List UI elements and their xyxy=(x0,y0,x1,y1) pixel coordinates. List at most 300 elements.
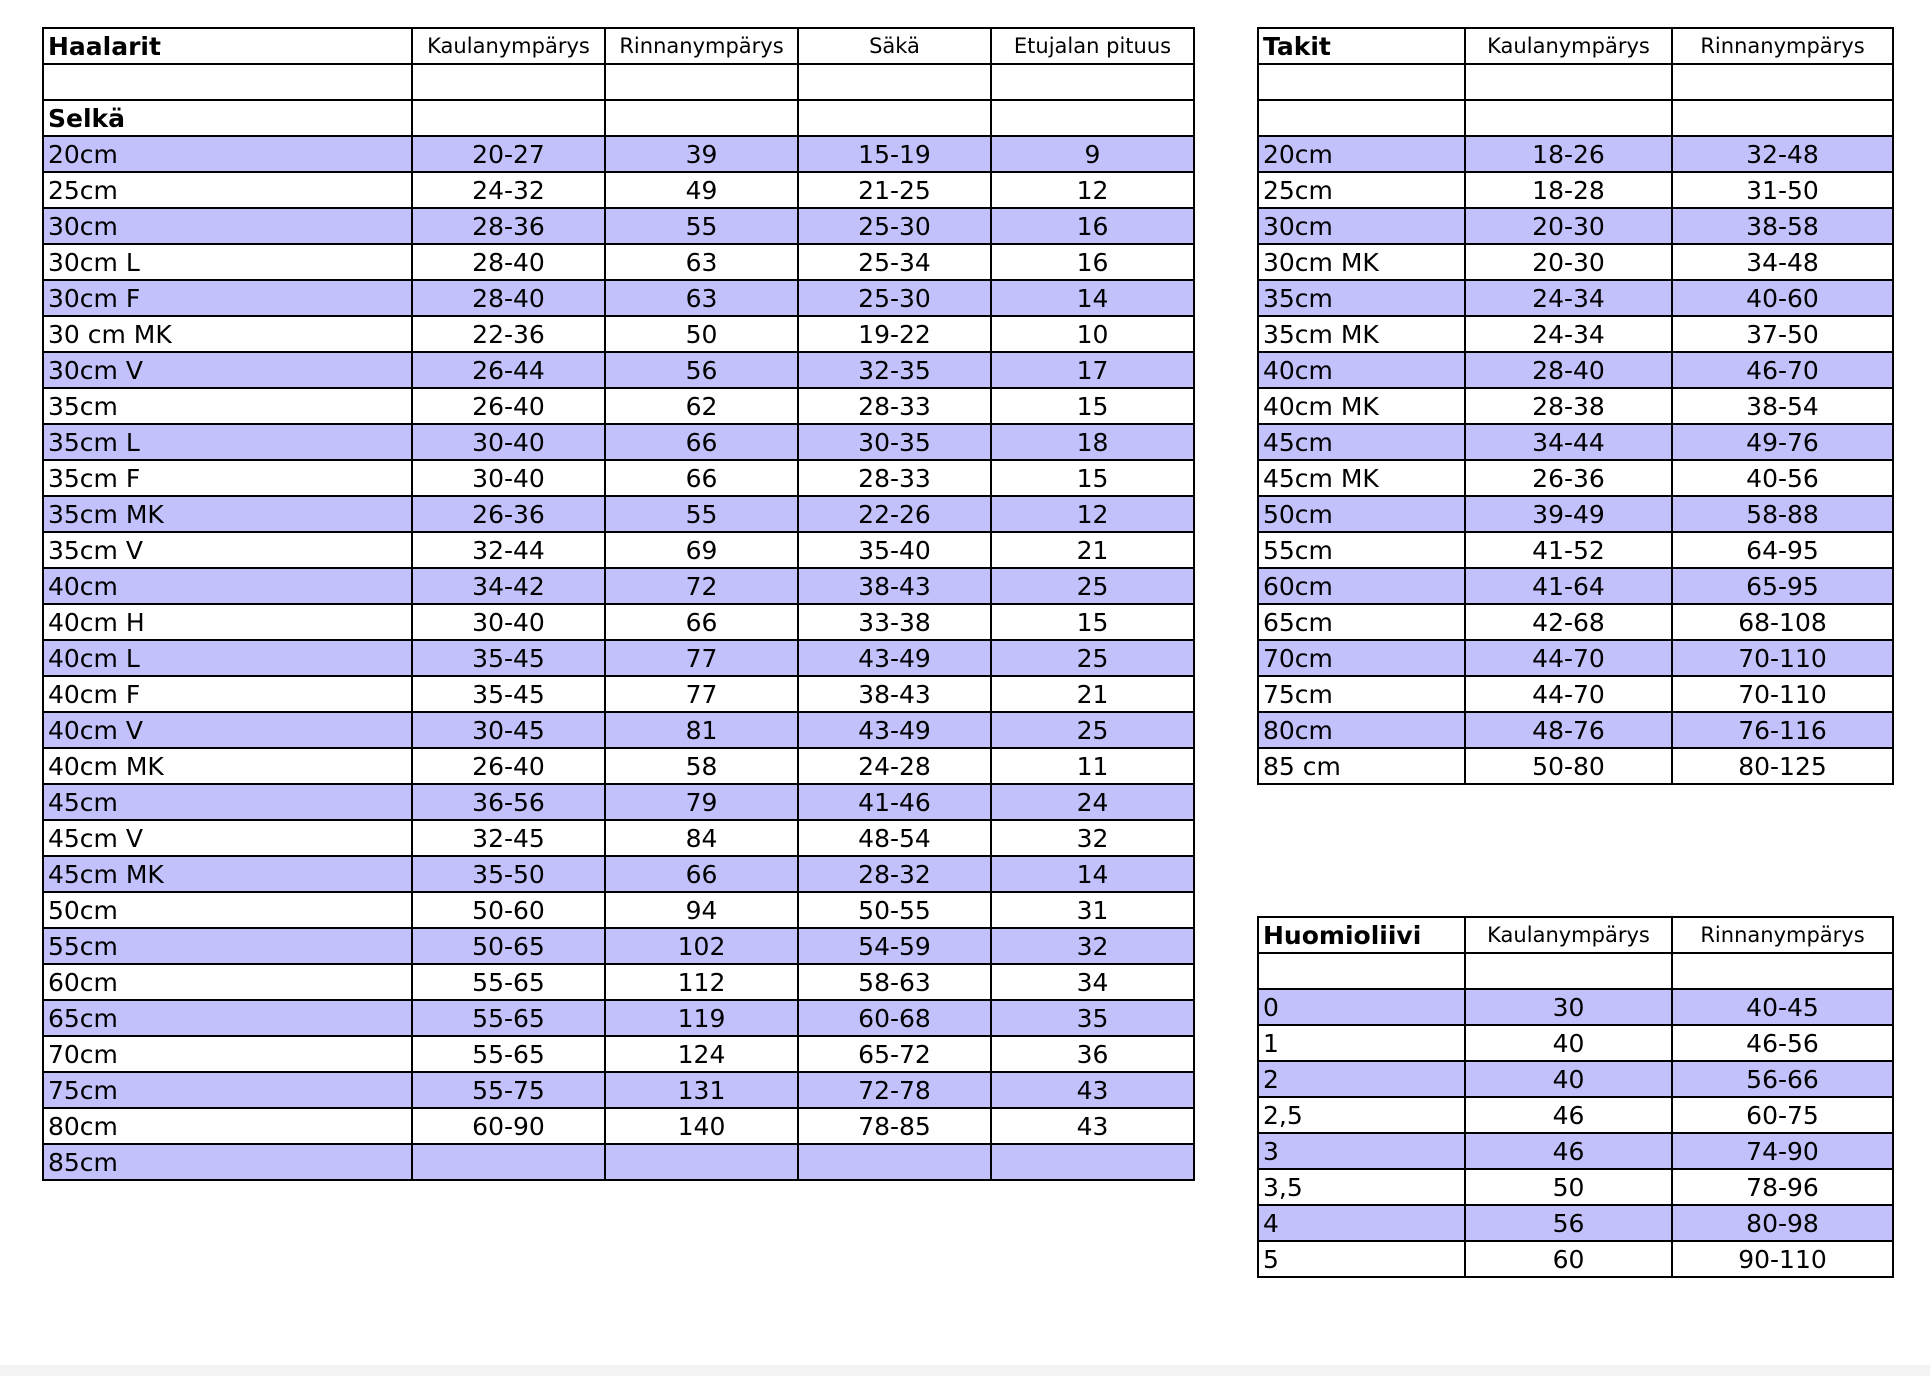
measurement-cell: 36-56 xyxy=(412,784,605,820)
size-label-cell: 60cm xyxy=(43,964,412,1000)
measurement-cell: 25 xyxy=(991,568,1194,604)
haalarit-size-table xyxy=(42,27,1195,1181)
measurement-cell: 28-38 xyxy=(1465,388,1672,424)
size-label-cell: 20cm xyxy=(43,136,412,172)
measurement-cell: 38-58 xyxy=(1672,208,1893,244)
measurement-cell: 36 xyxy=(991,1036,1194,1072)
measurement-cell: 39-49 xyxy=(1465,496,1672,532)
measurement-cell: 84 xyxy=(605,820,798,856)
measurement-cell: 81 xyxy=(605,712,798,748)
measurement-cell: 28-36 xyxy=(412,208,605,244)
measurement-cell: 66 xyxy=(605,604,798,640)
haalarit-table-row xyxy=(43,244,1194,280)
size-label-cell: 0 xyxy=(1258,989,1465,1025)
measurement-cell: 32-48 xyxy=(1672,136,1893,172)
size-label-cell: 30cm xyxy=(1258,208,1465,244)
measurement-cell xyxy=(798,1144,991,1180)
measurement-cell: 25-30 xyxy=(798,280,991,316)
empty-cell xyxy=(991,64,1194,100)
measurement-cell: 28-40 xyxy=(412,280,605,316)
haalarit-header-row xyxy=(43,28,1194,64)
measurement-cell: 34-48 xyxy=(1672,244,1893,280)
haalarit-table-row xyxy=(43,892,1194,928)
haalarit-table-row xyxy=(43,964,1194,1000)
measurement-cell: 14 xyxy=(991,856,1194,892)
size-label-cell: 4 xyxy=(1258,1205,1465,1241)
takit-table-row xyxy=(1258,496,1893,532)
haalarit-table-row xyxy=(43,208,1194,244)
measurement-cell: 30-35 xyxy=(798,424,991,460)
size-label-cell: 40cm V xyxy=(43,712,412,748)
haalarit-header-etujalan-pituus: Etujalan pituus xyxy=(991,28,1194,64)
measurement-cell: 33-38 xyxy=(798,604,991,640)
size-label-cell: 30 cm MK xyxy=(43,316,412,352)
measurement-cell: 50 xyxy=(1465,1169,1672,1205)
measurement-cell: 31-50 xyxy=(1672,172,1893,208)
empty-cell xyxy=(412,64,605,100)
size-label-cell: 45cm V xyxy=(43,820,412,856)
measurement-cell: 30 xyxy=(1465,989,1672,1025)
measurement-cell: 112 xyxy=(605,964,798,1000)
measurement-cell: 70-110 xyxy=(1672,676,1893,712)
size-label-cell: 35cm xyxy=(43,388,412,424)
size-label-cell: 85 cm xyxy=(1258,748,1465,784)
size-label-cell: 40cm F xyxy=(43,676,412,712)
takit-table-row xyxy=(1258,172,1893,208)
huomioliivi-size-table xyxy=(1257,916,1894,1278)
measurement-cell: 15 xyxy=(991,388,1194,424)
measurement-cell: 55-65 xyxy=(412,964,605,1000)
measurement-cell: 48-54 xyxy=(798,820,991,856)
measurement-cell: 35-40 xyxy=(798,532,991,568)
takit-table-row xyxy=(1258,712,1893,748)
size-label-cell: 65cm xyxy=(43,1000,412,1036)
empty-cell xyxy=(605,64,798,100)
measurement-cell: 28-40 xyxy=(412,244,605,280)
measurement-cell: 41-64 xyxy=(1465,568,1672,604)
size-label-cell: 75cm xyxy=(1258,676,1465,712)
measurement-cell: 38-43 xyxy=(798,568,991,604)
haalarit-table-row xyxy=(43,640,1194,676)
measurement-cell: 20-30 xyxy=(1465,244,1672,280)
size-label-cell: 35cm MK xyxy=(43,496,412,532)
size-label-cell: 45cm MK xyxy=(1258,460,1465,496)
measurement-cell: 50 xyxy=(605,316,798,352)
measurement-cell xyxy=(991,1144,1194,1180)
haalarit-header-saka: Säkä xyxy=(798,28,991,64)
huomioliivi-header-rinnanymparys: Rinnanympärys xyxy=(1672,917,1893,953)
measurement-cell: 21 xyxy=(991,676,1194,712)
haalarit-table-row xyxy=(43,676,1194,712)
measurement-cell: 64-95 xyxy=(1672,532,1893,568)
haalarit-table-row xyxy=(43,784,1194,820)
size-label-cell: 30cm MK xyxy=(1258,244,1465,280)
measurement-cell: 32 xyxy=(991,820,1194,856)
empty-cell xyxy=(43,64,412,100)
measurement-cell: 24-34 xyxy=(1465,316,1672,352)
size-label-cell: 3,5 xyxy=(1258,1169,1465,1205)
measurement-cell: 11 xyxy=(991,748,1194,784)
haalarit-empty-row xyxy=(43,64,1194,100)
haalarit-table-row xyxy=(43,604,1194,640)
measurement-cell: 43-49 xyxy=(798,712,991,748)
haalarit-table-row xyxy=(43,748,1194,784)
haalarit-table-row xyxy=(43,460,1194,496)
measurement-cell: 28-40 xyxy=(1465,352,1672,388)
measurement-cell: 55-65 xyxy=(412,1036,605,1072)
measurement-cell: 28-33 xyxy=(798,460,991,496)
size-label-cell: 80cm xyxy=(43,1108,412,1144)
measurement-cell: 26-40 xyxy=(412,388,605,424)
measurement-cell: 30-40 xyxy=(412,460,605,496)
measurement-cell: 24-32 xyxy=(412,172,605,208)
huomioliivi-title: Huomioliivi xyxy=(1258,917,1465,953)
measurement-cell: 55-75 xyxy=(412,1072,605,1108)
haalarit-table-row xyxy=(43,352,1194,388)
measurement-cell: 65-95 xyxy=(1672,568,1893,604)
measurement-cell: 77 xyxy=(605,676,798,712)
measurement-cell: 17 xyxy=(991,352,1194,388)
size-label-cell: 50cm xyxy=(43,892,412,928)
measurement-cell: 58 xyxy=(605,748,798,784)
size-label-cell: 1 xyxy=(1258,1025,1465,1061)
measurement-cell: 46-70 xyxy=(1672,352,1893,388)
empty-cell xyxy=(798,100,991,136)
takit-table-row xyxy=(1258,316,1893,352)
measurement-cell: 78-96 xyxy=(1672,1169,1893,1205)
measurement-cell: 44-70 xyxy=(1465,640,1672,676)
takit-header-rinnanymparys: Rinnanympärys xyxy=(1672,28,1893,64)
measurement-cell: 31 xyxy=(991,892,1194,928)
size-label-cell: 3 xyxy=(1258,1133,1465,1169)
measurement-cell: 16 xyxy=(991,244,1194,280)
haalarit-title: Haalarit xyxy=(43,28,412,64)
measurement-cell: 43 xyxy=(991,1108,1194,1144)
size-label-cell: 35cm V xyxy=(43,532,412,568)
measurement-cell: 50-80 xyxy=(1465,748,1672,784)
measurement-cell: 38-54 xyxy=(1672,388,1893,424)
size-label-cell: 40cm xyxy=(1258,352,1465,388)
haalarit-table-row xyxy=(43,1000,1194,1036)
size-label-cell: 55cm xyxy=(1258,532,1465,568)
size-label-cell: 40cm MK xyxy=(43,748,412,784)
size-label-cell: 35cm L xyxy=(43,424,412,460)
measurement-cell: 55 xyxy=(605,208,798,244)
measurement-cell: 55 xyxy=(605,496,798,532)
measurement-cell: 119 xyxy=(605,1000,798,1036)
haalarit-table-row xyxy=(43,496,1194,532)
empty-cell xyxy=(605,100,798,136)
measurement-cell: 74-90 xyxy=(1672,1133,1893,1169)
measurement-cell: 72 xyxy=(605,568,798,604)
measurement-cell: 80-98 xyxy=(1672,1205,1893,1241)
measurement-cell: 32-45 xyxy=(412,820,605,856)
measurement-cell: 10 xyxy=(991,316,1194,352)
size-label-cell: 2,5 xyxy=(1258,1097,1465,1133)
measurement-cell: 37-50 xyxy=(1672,316,1893,352)
huomioliivi-header-kaulanymparys: Kaulanympärys xyxy=(1465,917,1672,953)
haalarit-table-row xyxy=(43,388,1194,424)
measurement-cell: 42-68 xyxy=(1465,604,1672,640)
takit-table-row xyxy=(1258,568,1893,604)
measurement-cell: 9 xyxy=(991,136,1194,172)
size-label-cell: 70cm xyxy=(43,1036,412,1072)
measurement-cell: 43-49 xyxy=(798,640,991,676)
measurement-cell: 30-40 xyxy=(412,604,605,640)
measurement-cell: 46 xyxy=(1465,1133,1672,1169)
measurement-cell: 56-66 xyxy=(1672,1061,1893,1097)
size-label-cell: 80cm xyxy=(1258,712,1465,748)
takit-table-row xyxy=(1258,640,1893,676)
takit-table-row xyxy=(1258,244,1893,280)
takit-table-row xyxy=(1258,388,1893,424)
measurement-cell: 30-45 xyxy=(412,712,605,748)
size-label-cell: 30cm V xyxy=(43,352,412,388)
takit-table-row xyxy=(1258,532,1893,568)
measurement-cell: 40 xyxy=(1465,1061,1672,1097)
measurement-cell: 44-70 xyxy=(1465,676,1672,712)
measurement-cell: 32 xyxy=(991,928,1194,964)
empty-cell xyxy=(798,64,991,100)
measurement-cell: 12 xyxy=(991,496,1194,532)
measurement-cell: 131 xyxy=(605,1072,798,1108)
measurement-cell: 25-30 xyxy=(798,208,991,244)
measurement-cell: 16 xyxy=(991,208,1194,244)
haalarit-table-row xyxy=(43,316,1194,352)
measurement-cell xyxy=(412,1144,605,1180)
measurement-cell: 49-76 xyxy=(1672,424,1893,460)
size-label-cell: 30cm xyxy=(43,208,412,244)
measurement-cell: 56 xyxy=(1465,1205,1672,1241)
takit-header-row xyxy=(1258,28,1893,64)
takit-table-row xyxy=(1258,748,1893,784)
measurement-cell: 24-28 xyxy=(798,748,991,784)
huomioliivi-table-row xyxy=(1258,1241,1893,1277)
size-label-cell: 25cm xyxy=(1258,172,1465,208)
measurement-cell: 66 xyxy=(605,424,798,460)
measurement-cell xyxy=(605,1144,798,1180)
measurement-cell: 43 xyxy=(991,1072,1194,1108)
measurement-cell: 24 xyxy=(991,784,1194,820)
empty-cell xyxy=(1672,953,1893,989)
size-label-cell: 55cm xyxy=(43,928,412,964)
measurement-cell: 66 xyxy=(605,856,798,892)
measurement-cell: 21-25 xyxy=(798,172,991,208)
huomioliivi-header-row xyxy=(1258,917,1893,953)
measurement-cell: 15 xyxy=(991,604,1194,640)
measurement-cell: 20-27 xyxy=(412,136,605,172)
haalarit-table-row xyxy=(43,136,1194,172)
haalarit-table-row xyxy=(43,1036,1194,1072)
size-label-cell: 2 xyxy=(1258,1061,1465,1097)
size-label-cell: 65cm xyxy=(1258,604,1465,640)
haalarit-table-row xyxy=(43,1144,1194,1180)
measurement-cell: 14 xyxy=(991,280,1194,316)
haalarit-table-row xyxy=(43,532,1194,568)
measurement-cell: 70-110 xyxy=(1672,640,1893,676)
size-label-cell: 25cm xyxy=(43,172,412,208)
huomioliivi-table-row xyxy=(1258,1205,1893,1241)
empty-cell xyxy=(1672,100,1893,136)
haalarit-table-row xyxy=(43,928,1194,964)
haalarit-table-body xyxy=(43,28,1194,1180)
measurement-cell: 140 xyxy=(605,1108,798,1144)
measurement-cell: 63 xyxy=(605,280,798,316)
takit-table-row xyxy=(1258,676,1893,712)
measurement-cell: 28-32 xyxy=(798,856,991,892)
measurement-cell: 32-35 xyxy=(798,352,991,388)
huomioliivi-table-row xyxy=(1258,1061,1893,1097)
huomioliivi-table-row xyxy=(1258,989,1893,1025)
size-label-cell: 35cm F xyxy=(43,460,412,496)
measurement-cell: 34-44 xyxy=(1465,424,1672,460)
measurement-cell: 35-45 xyxy=(412,676,605,712)
empty-cell xyxy=(1465,64,1672,100)
size-label-cell: 45cm xyxy=(43,784,412,820)
measurement-cell: 22-36 xyxy=(412,316,605,352)
measurement-cell: 24-34 xyxy=(1465,280,1672,316)
measurement-cell: 124 xyxy=(605,1036,798,1072)
measurement-cell: 26-40 xyxy=(412,748,605,784)
huomioliivi-table-row xyxy=(1258,1097,1893,1133)
size-label-cell: 30cm F xyxy=(43,280,412,316)
takit-title: Takit xyxy=(1258,28,1465,64)
measurement-cell: 12 xyxy=(991,172,1194,208)
measurement-cell: 28-33 xyxy=(798,388,991,424)
measurement-cell: 54-59 xyxy=(798,928,991,964)
measurement-cell: 60 xyxy=(1465,1241,1672,1277)
measurement-cell: 60-90 xyxy=(412,1108,605,1144)
haalarit-header-kaulanymparys: Kaulanympärys xyxy=(412,28,605,64)
measurement-cell: 69 xyxy=(605,532,798,568)
haalarit-table-row xyxy=(43,280,1194,316)
size-label-cell: 45cm MK xyxy=(43,856,412,892)
takit-header-kaulanymparys: Kaulanympärys xyxy=(1465,28,1672,64)
takit-table-row xyxy=(1258,280,1893,316)
huomioliivi-table-row xyxy=(1258,1169,1893,1205)
takit-table-row xyxy=(1258,424,1893,460)
measurement-cell: 50-65 xyxy=(412,928,605,964)
measurement-cell: 40-60 xyxy=(1672,280,1893,316)
measurement-cell: 56 xyxy=(605,352,798,388)
measurement-cell: 25 xyxy=(991,640,1194,676)
measurement-cell: 26-36 xyxy=(412,496,605,532)
empty-cell xyxy=(412,100,605,136)
measurement-cell: 15 xyxy=(991,460,1194,496)
measurement-cell: 21 xyxy=(991,532,1194,568)
measurement-cell: 65-72 xyxy=(798,1036,991,1072)
size-label-cell: 40cm xyxy=(43,568,412,604)
takit-table-row xyxy=(1258,208,1893,244)
measurement-cell: 25 xyxy=(991,712,1194,748)
measurement-cell: 66 xyxy=(605,460,798,496)
measurement-cell: 40-45 xyxy=(1672,989,1893,1025)
measurement-cell: 39 xyxy=(605,136,798,172)
empty-cell xyxy=(991,100,1194,136)
size-label-cell: 20cm xyxy=(1258,136,1465,172)
measurement-cell: 41-52 xyxy=(1465,532,1672,568)
measurement-cell: 35-45 xyxy=(412,640,605,676)
takit-table-row xyxy=(1258,604,1893,640)
size-label-cell: 35cm xyxy=(1258,280,1465,316)
size-label-cell: 60cm xyxy=(1258,568,1465,604)
measurement-cell: 35-50 xyxy=(412,856,605,892)
size-label-cell: 40cm MK xyxy=(1258,388,1465,424)
measurement-cell: 32-44 xyxy=(412,532,605,568)
size-label-cell: 75cm xyxy=(43,1072,412,1108)
size-label-cell: 50cm xyxy=(1258,496,1465,532)
measurement-cell: 60-68 xyxy=(798,1000,991,1036)
haalarit-table-row xyxy=(43,1072,1194,1108)
measurement-cell: 76-116 xyxy=(1672,712,1893,748)
measurement-cell: 35 xyxy=(991,1000,1194,1036)
measurement-cell: 18 xyxy=(991,424,1194,460)
measurement-cell: 79 xyxy=(605,784,798,820)
size-label-cell: 40cm L xyxy=(43,640,412,676)
measurement-cell: 19-22 xyxy=(798,316,991,352)
measurement-cell: 38-43 xyxy=(798,676,991,712)
haalarit-table-row xyxy=(43,172,1194,208)
haalarit-section-row xyxy=(43,100,1194,136)
haalarit-table-row xyxy=(43,1108,1194,1144)
empty-cell xyxy=(1465,100,1672,136)
measurement-cell: 34 xyxy=(991,964,1194,1000)
measurement-cell: 30-40 xyxy=(412,424,605,460)
haalarit-section-label: Selkä xyxy=(43,100,412,136)
takit-table-row xyxy=(1258,352,1893,388)
empty-cell xyxy=(1258,953,1465,989)
haalarit-table-row xyxy=(43,568,1194,604)
size-label-cell: 85cm xyxy=(43,1144,412,1180)
takit-table-body xyxy=(1258,28,1893,784)
measurement-cell: 25-34 xyxy=(798,244,991,280)
size-label-cell: 30cm L xyxy=(43,244,412,280)
empty-cell xyxy=(1258,64,1465,100)
measurement-cell: 15-19 xyxy=(798,136,991,172)
measurement-cell: 50-55 xyxy=(798,892,991,928)
measurement-cell: 22-26 xyxy=(798,496,991,532)
measurement-cell: 48-76 xyxy=(1465,712,1672,748)
huomioliivi-table-body xyxy=(1258,917,1893,1277)
measurement-cell: 62 xyxy=(605,388,798,424)
huomioliivi-table-row xyxy=(1258,1133,1893,1169)
haalarit-header-rinnanymparys: Rinnanympärys xyxy=(605,28,798,64)
measurement-cell: 18-28 xyxy=(1465,172,1672,208)
measurement-cell: 60-75 xyxy=(1672,1097,1893,1133)
measurement-cell: 34-42 xyxy=(412,568,605,604)
takit-size-table xyxy=(1257,27,1894,785)
measurement-cell: 77 xyxy=(605,640,798,676)
size-label-cell: 70cm xyxy=(1258,640,1465,676)
measurement-cell: 26-44 xyxy=(412,352,605,388)
measurement-cell: 90-110 xyxy=(1672,1241,1893,1277)
measurement-cell: 40 xyxy=(1465,1025,1672,1061)
huomioliivi-table-row xyxy=(1258,1025,1893,1061)
takit-table-row xyxy=(1258,460,1893,496)
measurement-cell: 58-63 xyxy=(798,964,991,1000)
measurement-cell: 46-56 xyxy=(1672,1025,1893,1061)
measurement-cell: 46 xyxy=(1465,1097,1672,1133)
measurement-cell: 58-88 xyxy=(1672,496,1893,532)
measurement-cell: 50-60 xyxy=(412,892,605,928)
measurement-cell: 63 xyxy=(605,244,798,280)
measurement-cell: 26-36 xyxy=(1465,460,1672,496)
measurement-cell: 68-108 xyxy=(1672,604,1893,640)
measurement-cell: 20-30 xyxy=(1465,208,1672,244)
measurement-cell: 55-65 xyxy=(412,1000,605,1036)
measurement-cell: 102 xyxy=(605,928,798,964)
measurement-cell: 94 xyxy=(605,892,798,928)
